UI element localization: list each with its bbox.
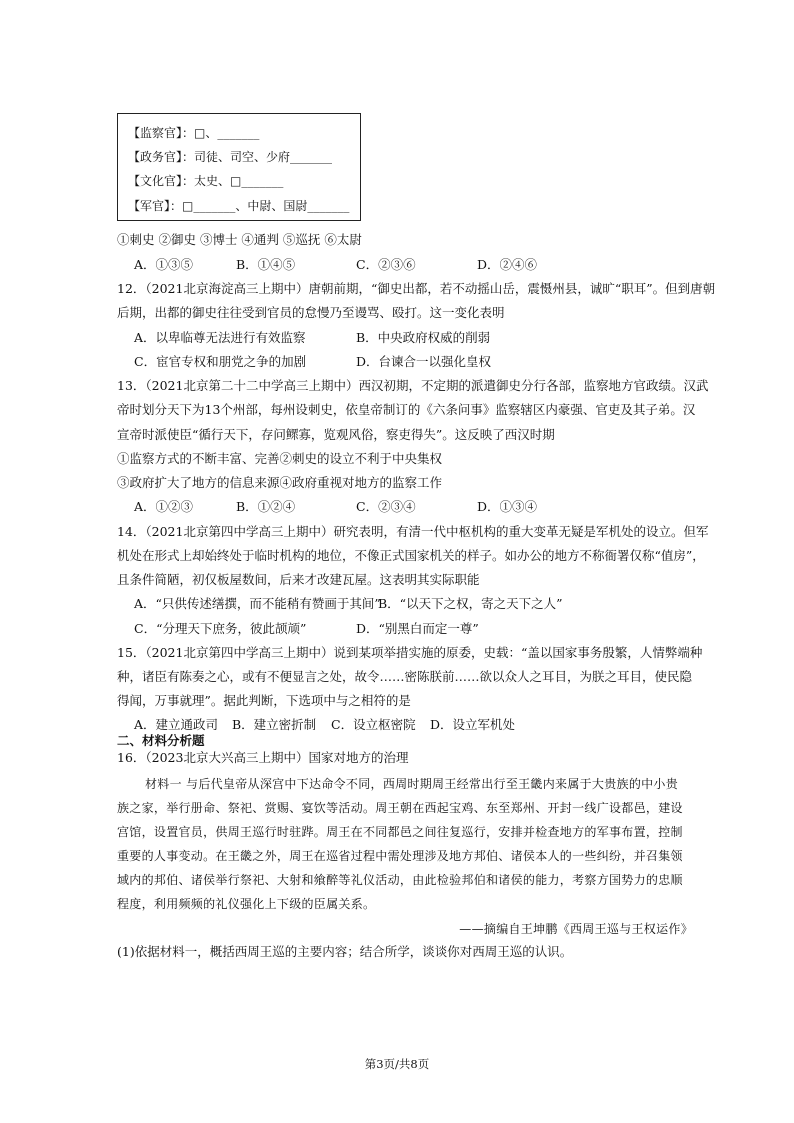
q12-option-c[interactable]: C．宦官专权和朋党之争的加剧 (134, 354, 307, 369)
section-title: 二、材料分析题 (117, 733, 205, 748)
q12-option-b[interactable]: B．中央政府权威的削弱 (356, 330, 491, 345)
q15-option-c[interactable]: C．设立枢密院 (331, 717, 416, 732)
q12-option-d[interactable]: D．台谏合一以强化皇权 (356, 354, 492, 369)
q15-stem-line-2: 种，诸臣有陈奏之心，或有不便显言之处，故令……密陈朕前……欲以众人之耳目，为朕之耳目，使民隐 (117, 669, 693, 684)
q14-option-c[interactable]: C．“分理天下庶务，彼此颉颃” (134, 621, 307, 636)
q15-stem-line-3: 得闻，万事就理”。据此判断，下选项中与之相符的是 (117, 693, 411, 708)
q15-option-a[interactable]: A．建立通政司 (134, 717, 219, 732)
q13-statement-line-1: ①监察方式的不断丰富、完善②刺史的设立不利于中央集权 (117, 451, 443, 466)
q15-option-d[interactable]: D．设立军机处 (430, 717, 516, 732)
q15-option-b[interactable]: B．建立密折制 (232, 717, 317, 732)
q16-stem: 16．（2023北京大兴高三上期中）国家对地方的治理 (117, 750, 409, 765)
q13-option-b[interactable]: B．①②④ (236, 499, 296, 514)
page-number: 第3页/共8页 (364, 1057, 430, 1071)
q14-stem-line-2: 机处在形式上却始终处于临时机构的地位，不像正式国家机关的样子。如办公的地方不称衙署仅称“值房”， (117, 548, 705, 563)
q13-option-d[interactable]: D．①③④ (477, 499, 538, 514)
box-row-cultural: 【文化官】：太史、□_______ (128, 174, 284, 188)
official-categories-box (117, 113, 361, 221)
q13-stem-line-3: 宣帝时派使臣“循行天下，存问鳏寡，览观风俗，察吏得失”。这反映了西汉时期 (117, 427, 555, 442)
q16-material-line-1: 材料一 与后代皇帝从深宫中下达命令不同，西周时期周王经常出行至王畿内来属于大贵族的中小贵 (145, 777, 679, 791)
q13-option-c[interactable]: C．②③④ (356, 499, 416, 514)
q14-stem-line-1: 14．（2021北京第四中学高三上期中）研究表明，有清一代中枢机构的重大变革无疑是军机处的设立。但军 (117, 524, 709, 539)
box-row-military: 【军官】：□_______、中尉、国尉_______ (128, 199, 350, 213)
q14-option-b[interactable]: B．“以天下之权，寄之天下之人” (378, 596, 563, 611)
q13-statement-line-2: ③政府扩大了地方的信息来源④政府重视对地方的监察工作 (117, 475, 443, 490)
q14-stem-line-3: 且条件简陋，初仅板屋数间，后来才改建瓦屋。这表明其实际职能 (117, 572, 480, 587)
q16-material-line-5: 域内的邦伯、诸侯举行祭祀、大射和飨醉等礼仪活动，由此检验邦伯和诸侯的能力，考察方国势力的忠顺 (117, 873, 683, 887)
q13-stem-line-1: 13．（2021北京第二十二中学高三上期中）西汉初期，不定期的派遣御史分行各部，监察地方官政绩。汉武 (117, 378, 709, 393)
q12-stem-line-2: 后期，出都的御史往往受到官员的怠慢乃至谩骂、殴打。这一变化表明 (117, 305, 505, 320)
q11-option-d[interactable]: D．②④⑥ (477, 257, 538, 272)
q14-option-a[interactable]: A．“只供传述缮撰，而不能稍有赞画于其间” (134, 596, 381, 611)
q13-option-a[interactable]: A．①②③ (134, 499, 194, 514)
box-row-administrative: 【政务官】：司徒、司空、少府_______ (128, 150, 333, 164)
q11-option-c[interactable]: C．②③⑥ (356, 257, 416, 272)
box-row-supervisory: 【监察官】：□、_______ (128, 126, 260, 140)
q11-option-a[interactable]: A．①③⑤ (134, 257, 194, 272)
q13-stem-line-2: 帝时划分天下为13个州部，每州设刺史，依皇帝制订的《六条问事》监察辖区内豪强、官吏及其子弟。汉 (117, 402, 696, 417)
q11-option-b[interactable]: B．①④⑤ (236, 257, 296, 272)
q12-stem-line-1: 12．（2021北京海淀高三上期中）唐朝前期，“御史出都，若不动摇山岳，震慑州县，诚旷“职耳”。但到唐朝 (117, 281, 716, 296)
q16-question-1: (1)依据材料一，概括西周王巡的主要内容；结合所学，谈谈你对西周王巡的认识。 (117, 944, 573, 959)
q16-material-line-2: 族之家，举行册命、祭祀、赏赐、宴饮等活动。周王朝在西起宝鸡、东至郑州、开封一线广设都邑，建设 (117, 801, 683, 815)
q16-material-line-4: 重要的人事变动。在王畿之外，周王在巡省过程中需处理涉及地方邦伯、诸侯本人的一些纠纷，并召集领 (117, 849, 683, 863)
q14-option-d[interactable]: D．“别黑白而定一尊” (356, 621, 479, 636)
q16-material-line-6: 程度，利用频频的礼仪强化上下级的臣属关系。 (117, 897, 376, 911)
q16-source: ——摘编自王坤鹏《西周王巡与王权运作》 (459, 922, 693, 936)
q11-legend: ①刺史 ②御史 ③博士 ④通判 ⑤巡抚 ⑥太尉 (117, 232, 362, 247)
q16-material-line-3: 宫馆，设置官员，供周王巡行时驻跸。周王在不同都邑之间往复巡行，安排并检查地方的军事布置，控制 (117, 825, 683, 839)
q12-option-a[interactable]: A．以卑临尊无法进行有效监察 (134, 330, 306, 345)
q15-stem-line-1: 15．（2021北京第四中学高三上期中）说到某项举措实施的原委，史载：“盖以国家事务殷繁，人情弊端种 (117, 645, 703, 660)
